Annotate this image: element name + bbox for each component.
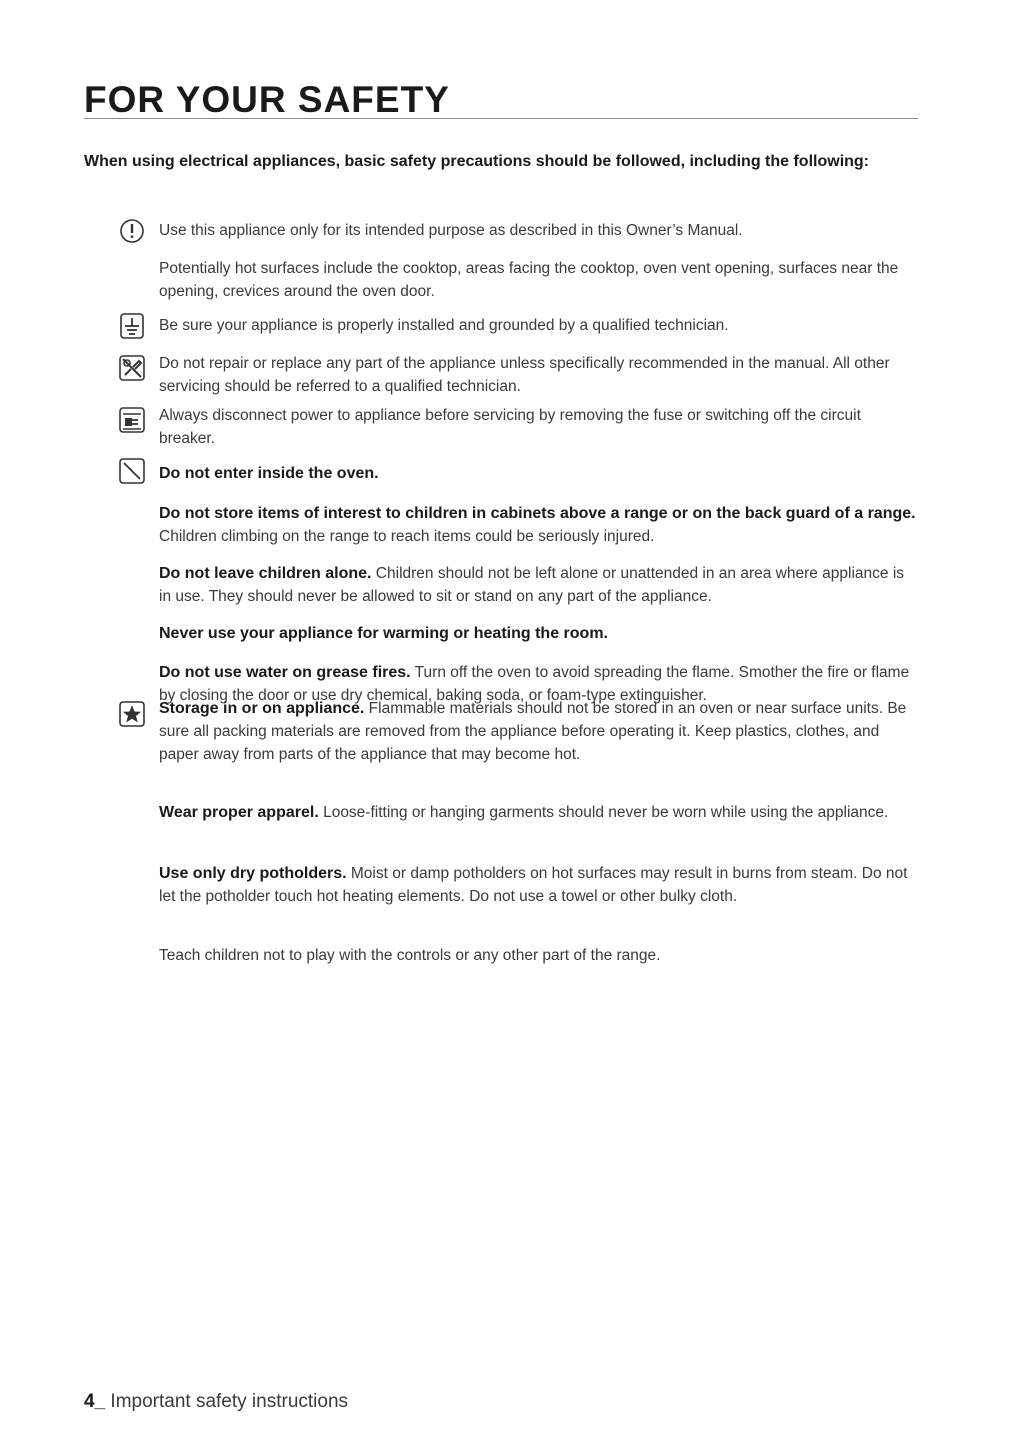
entry-repair: Do not repair or replace any part of the appliance unless specifically recommended in the manual. All other servicing should be referred to a qualified technician. xyxy=(159,355,890,395)
entry-intended-use: Use this appliance only for its intended purpose as described in this Owner’s Manual. xyxy=(159,222,743,239)
ground-icon xyxy=(117,311,147,341)
entry-no-heating: Never use your appliance for warming or heating the room. xyxy=(159,625,608,642)
page-footer xyxy=(84,1390,348,1414)
entry-potholders: Use only dry potholders. Moist or damp potholders on hot surfaces may result in burns from steam. Do not let the potholder touch hot heating elements. Do not use a towel or other bulky cloth. xyxy=(159,865,908,905)
no-repair-icon xyxy=(117,353,147,383)
entry-teach-children: Teach children not to play with the controls or any other part of the range. xyxy=(159,947,661,964)
entry-apparel: Wear proper apparel. Loose-fitting or hanging garments should never be worn while using the appliance. xyxy=(159,804,889,821)
caution-icon xyxy=(117,216,147,246)
intro-text: When using electrical appliances, basic safety precautions should be followed, including the following: xyxy=(84,153,870,170)
title-divider xyxy=(84,118,918,119)
page-title: FOR YOUR SAFETY xyxy=(84,79,450,120)
page-number: 4_ xyxy=(84,1391,106,1412)
entry-hot-surfaces: Potentially hot surfaces include the cooktop, areas facing the cooktop, oven vent opening, surfaces near the opening, crevices around the oven door. xyxy=(159,260,899,300)
entry-do-not-enter: Do not enter inside the oven. xyxy=(159,465,379,482)
entry-installation: Be sure your appliance is properly installed and grounded by a qualified technician. xyxy=(159,317,729,334)
entry-children-alone: Do not leave children alone. Children should not be left alone or unattended in an area where appliance is in use. They should never be allowed to sit or stand on any part of the appliance. xyxy=(159,565,905,605)
entry-storage-appliance: Storage in or on appliance. Flammable materials should not be stored in an oven or near surface units. Be sure all packing materials are removed from the appliance before operating it. Keep plastics, clothes, and paper away from parts of the appliance that may become hot. xyxy=(159,700,907,763)
section-name: Important safety instructions xyxy=(105,1391,349,1412)
entry-disconnect-power: Always disconnect power to appliance before servicing by removing the fuse or switching off the circuit breaker. xyxy=(159,407,861,447)
entry-storage-children: Do not store items of interest to children in cabinets above a range or on the back guard of a range. Children climbing on the range to reach items could be seriously injured. xyxy=(159,505,916,545)
entry-grease-fires: Do not use water on grease fires. Turn off the oven to avoid spreading the flame. Smother the fire or flame by closing the door or use dry chemical, baking soda, or foam-type extinguisher. xyxy=(159,664,910,704)
star-icon xyxy=(117,699,147,729)
unplug-icon xyxy=(117,405,147,435)
prohibited-icon xyxy=(117,456,147,486)
